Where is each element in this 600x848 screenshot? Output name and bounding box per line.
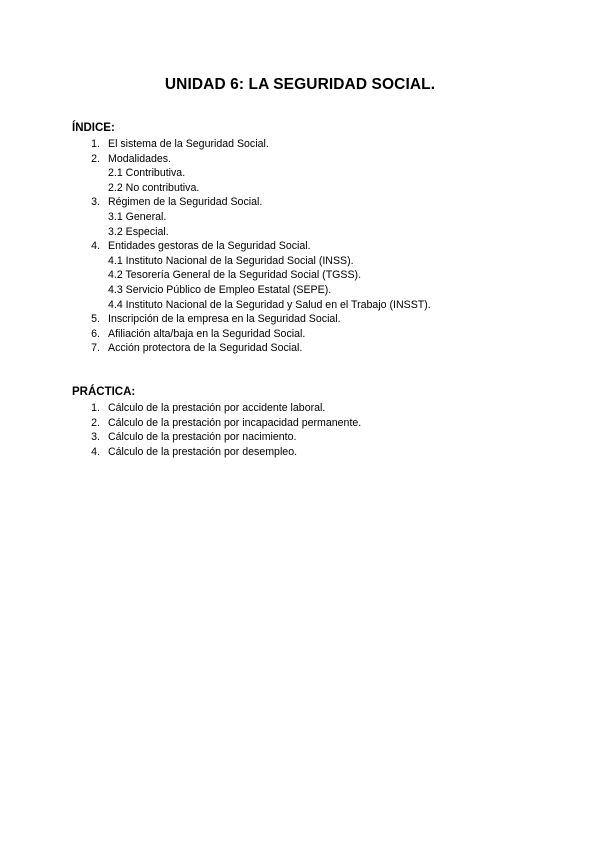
index-subitem-2-2: [72, 181, 572, 196]
index-item-number: 7.: [91, 342, 100, 355]
index-item-7: [72, 341, 572, 356]
index-item-text: Afiliación alta/baja en la Seguridad Social.: [108, 327, 306, 340]
practice-item-number: 4.: [91, 445, 100, 458]
index-subitem-text: 4.2 Tesorería General de la Seguridad Social (TGSS).: [108, 269, 362, 282]
index-item-number: 4.: [91, 240, 100, 253]
practice-item-number: 3.: [91, 431, 100, 444]
index-subitem-text: 4.4 Instituto Nacional de la Seguridad y Salud en el Trabajo (INSST).: [108, 298, 431, 311]
index-subitem-4-4: [72, 298, 572, 313]
index-item-text: Entidades gestoras de la Seguridad Social.: [108, 240, 311, 253]
index-item-text: Inscripción de la empresa en la Seguridad Social.: [108, 313, 341, 326]
index-item-number: 2.: [91, 152, 100, 165]
index-item-1: [72, 137, 572, 152]
index-subitem-text: 3.1 General.: [108, 210, 167, 223]
document-title: UNIDAD 6: LA SEGURIDAD SOCIAL.: [164, 76, 436, 93]
index-subitem-4-3: [72, 283, 572, 298]
practice-item-text: Cálculo de la prestación por desempleo.: [108, 445, 298, 458]
practice-item-number: 1.: [91, 402, 100, 414]
practice-item-1: [72, 401, 572, 416]
index-subitem-text: 4.3 Servicio Público de Empleo Estatal (SEPE).: [108, 283, 332, 296]
index-subitem-3-2: [72, 225, 572, 240]
index-subitem-text: 2.1 Contributiva.: [108, 167, 186, 180]
index-item-text: Acción protectora de la Seguridad Social.: [108, 342, 303, 355]
index-subitem-4-2: [72, 268, 572, 283]
index-subitem-4-1: [72, 254, 572, 269]
index-item-number: 1.: [91, 138, 100, 150]
practice-item-text: Cálculo de la prestación por accidente laboral.: [108, 402, 326, 414]
practice-heading: PRÁCTICA:: [72, 386, 136, 398]
index-item-5: [72, 312, 572, 327]
index-heading: ÍNDICE:: [72, 122, 115, 134]
index-item-number: 5.: [91, 313, 100, 326]
practice-item-4: [72, 445, 572, 460]
index-item-text: Régimen de la Seguridad Social.: [108, 196, 263, 209]
practice-item-text: Cálculo de la prestación por incapacidad permanente.: [108, 416, 362, 429]
index-subitem-3-1: [72, 210, 572, 225]
index-subitem-text: 2.2 No contributiva.: [108, 181, 200, 194]
index-subitem-text: 3.2 Especial.: [108, 225, 169, 238]
index-item-number: 6.: [91, 327, 100, 340]
index-item-3: [72, 195, 572, 210]
index-item-text: El sistema de la Seguridad Social.: [108, 138, 269, 150]
index-item-number: 3.: [91, 196, 100, 209]
practice-item-2: [72, 416, 572, 431]
practice-item-number: 2.: [91, 416, 100, 429]
practice-list: [72, 401, 572, 459]
index-item-6: [72, 327, 572, 342]
index-item-2: [72, 152, 572, 167]
index-subitem-2-1: [72, 166, 572, 181]
index-list: [72, 137, 572, 356]
index-subitem-text: 4.1 Instituto Nacional de la Seguridad Social (INSS).: [108, 254, 354, 267]
index-item-text: Modalidades.: [108, 152, 172, 165]
practice-item-text: Cálculo de la prestación por nacimiento.: [108, 431, 297, 444]
practice-item-3: [72, 430, 572, 445]
index-item-4: [72, 239, 572, 254]
